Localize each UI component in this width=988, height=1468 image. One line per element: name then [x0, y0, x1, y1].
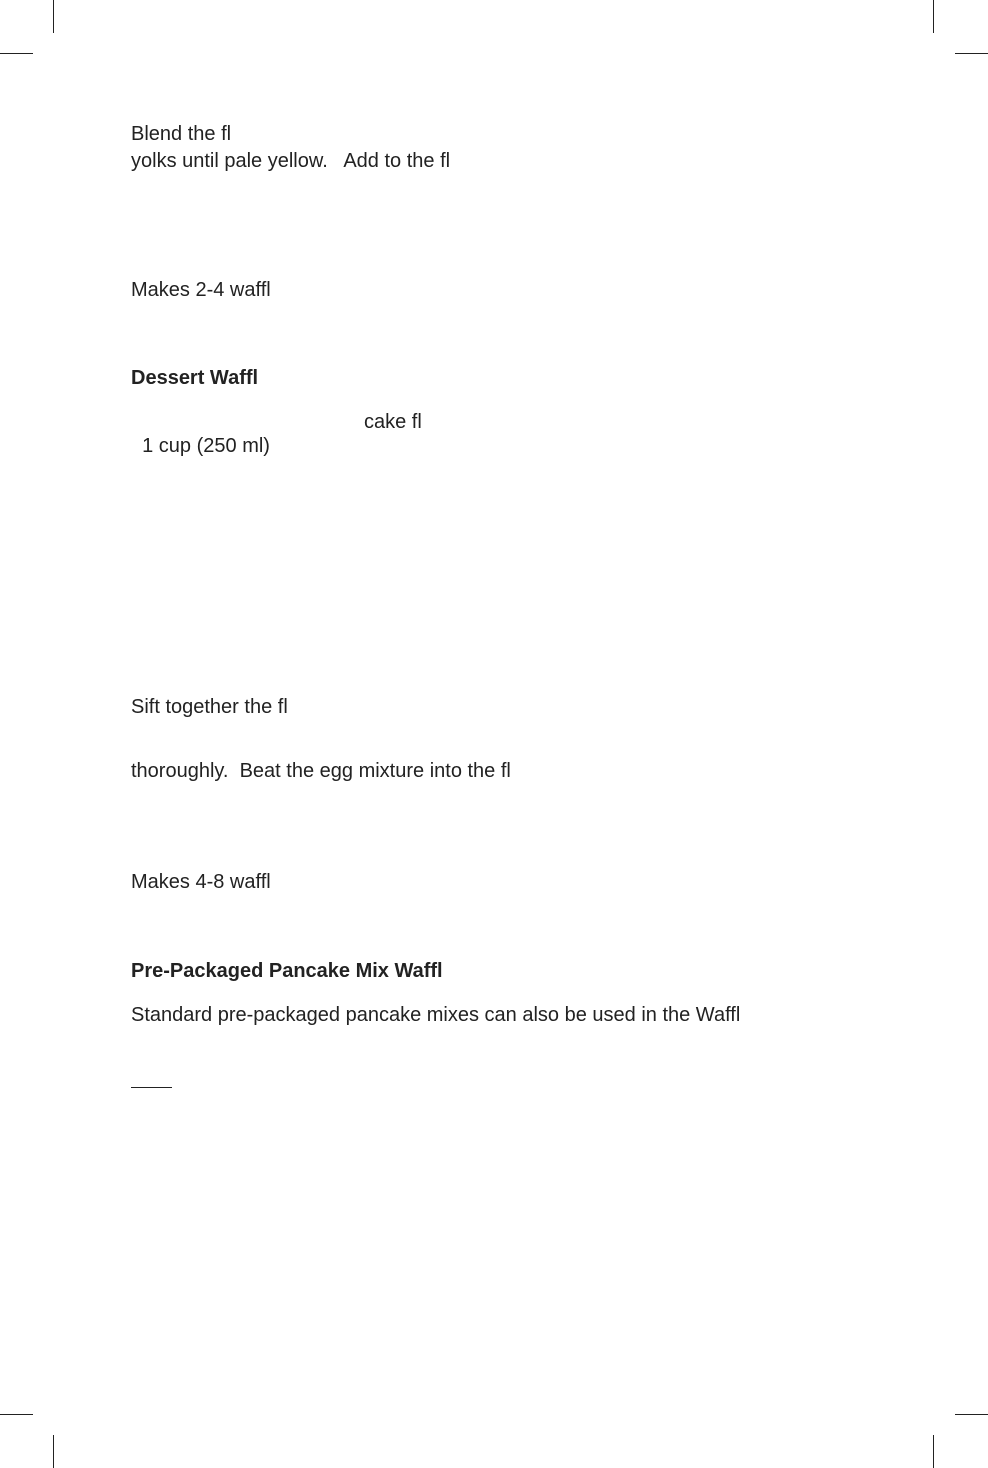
crop-mark-bottom-right-vertical — [933, 1435, 934, 1468]
paragraph-1-line-1: Blend the fl — [131, 123, 232, 145]
crop-mark-bottom-left-horizontal — [0, 1414, 33, 1415]
yield-text-1: Makes 2-4 waffl — [131, 279, 271, 301]
crop-mark-top-right-vertical — [933, 0, 934, 33]
crop-mark-top-left-vertical — [53, 0, 54, 33]
crop-mark-top-left-horizontal — [0, 53, 33, 54]
yield-text-2: Makes 4-8 waffl — [131, 871, 271, 893]
footnote-rule — [131, 1087, 172, 1088]
crop-mark-bottom-right-horizontal — [955, 1414, 988, 1415]
prepackaged-paragraph: Standard pre-packaged pancake mixes can also be used in the Waffl — [131, 1004, 741, 1026]
ingredient-quantity: 1 cup (250 ml) — [142, 435, 270, 457]
crop-mark-top-right-horizontal — [955, 53, 988, 54]
ingredient-name: cake fl — [364, 411, 422, 433]
prepackaged-heading: Pre-Packaged Pancake Mix Waffl — [131, 960, 443, 982]
paragraph-2-line-1: Sift together the fl — [131, 696, 288, 718]
ingredient-row — [131, 410, 551, 457]
paragraph-2-line-2: thoroughly. Beat the egg mixture into the fl — [131, 760, 511, 782]
crop-mark-bottom-left-vertical — [53, 1435, 54, 1468]
dessert-waffles-heading: Dessert Waffl — [131, 367, 259, 389]
paragraph-1-line-2: yolks until pale yellow. Add to the fl — [131, 150, 451, 172]
